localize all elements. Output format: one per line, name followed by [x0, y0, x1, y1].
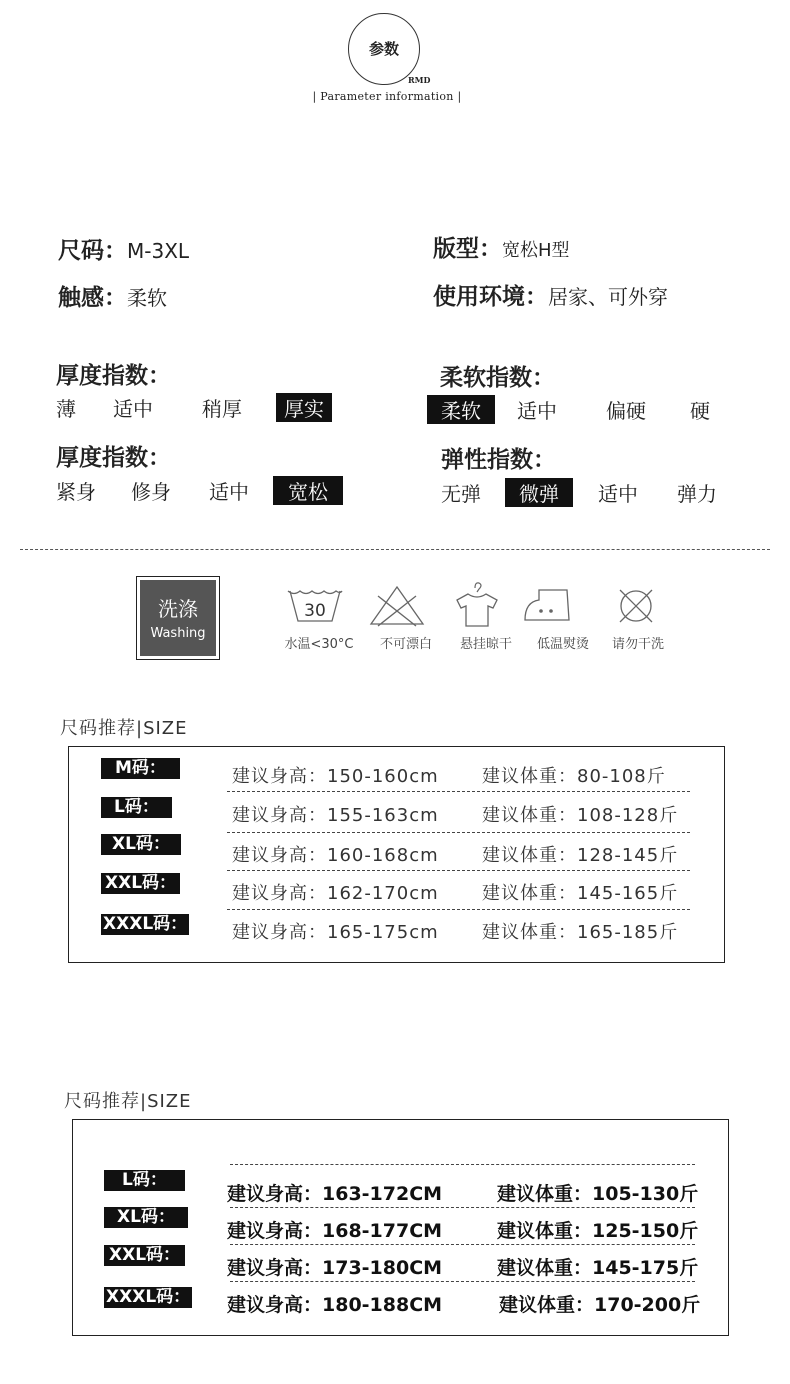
no-bleach-icon	[368, 584, 426, 628]
elasticity-opt-4: 弹力	[677, 482, 717, 506]
hang-dry-icon	[454, 580, 500, 630]
row-height: 建议身高：162-170cm	[232, 883, 439, 904]
row-height: 建议身高：150-160cm	[232, 766, 439, 787]
thickness-opt-1: 薄	[56, 397, 76, 421]
softness-opt-4: 硬	[690, 399, 710, 423]
size-tag: XXXL码：	[103, 914, 188, 934]
row-weight: 建议体重：128-145斤	[482, 845, 679, 866]
fit-title: 厚度指数：	[56, 445, 171, 471]
size-table-1-title: 尺码推荐|SIZE	[60, 718, 188, 739]
elasticity-title: 弹性指数：	[441, 447, 556, 473]
row-weight: 建议体重：145-175斤	[497, 1257, 699, 1279]
section-divider	[20, 549, 770, 550]
row-height: 建议身高：180-188CM	[227, 1294, 443, 1316]
softness-opt-3: 偏硬	[606, 399, 646, 423]
size-tag: XXL码：	[101, 873, 180, 894]
softness-opt-selected: 柔软	[427, 395, 495, 424]
low-iron-label: 低温熨烫	[536, 637, 589, 652]
elasticity-opt-selected: 微弹	[505, 478, 573, 507]
spec-fit-value: 宽松H型	[502, 240, 570, 261]
row-height: 建议身高：165-175cm	[232, 922, 439, 943]
header-rmd: RMD	[408, 75, 431, 85]
thickness-title: 厚度指数：	[56, 363, 171, 389]
washing-label-en: Washing	[150, 626, 206, 641]
size-tag: L码：	[104, 1170, 185, 1191]
wash-30-icon	[284, 585, 346, 627]
thickness-opt-selected: 厚实	[276, 393, 332, 422]
size-tag: XXXL码：	[106, 1287, 191, 1307]
wash-30-value: 30	[304, 601, 326, 621]
row-divider	[230, 1281, 695, 1282]
elasticity-opt-3: 适中	[598, 482, 638, 506]
row-height: 建议身高：173-180CM	[227, 1257, 443, 1279]
spec-env-label: 使用环境：	[433, 284, 548, 310]
row-weight: 建议体重：108-128斤	[482, 805, 679, 826]
spec-fit-label: 版型：	[433, 236, 502, 262]
thickness-opt-2: 适中	[113, 397, 153, 421]
row-divider	[227, 909, 690, 910]
spec-env	[433, 278, 668, 311]
row-divider	[230, 1164, 695, 1165]
row-weight: 建议体重：170-200斤	[499, 1294, 701, 1316]
size-tag: XL码：	[101, 834, 181, 855]
fit-opt-1: 紧身	[56, 480, 96, 504]
thickness-opt-3: 稍厚	[202, 397, 242, 421]
fit-opt-2: 修身	[131, 480, 171, 504]
row-weight: 建议体重：105-130斤	[497, 1183, 699, 1205]
row-weight: 建议体重：125-150斤	[497, 1220, 699, 1242]
spec-size-value: M-3XL	[127, 239, 190, 263]
spec-fit	[433, 230, 570, 263]
low-iron-icon	[521, 586, 577, 626]
spec-env-value: 居家、可外穿	[548, 285, 668, 309]
washing-label-cn: 洗涤	[158, 597, 198, 621]
row-divider	[230, 1244, 695, 1245]
row-weight: 建议体重：80-108斤	[482, 766, 666, 787]
fit-opt-selected: 宽松	[273, 476, 343, 505]
fit-opt-3: 适中	[209, 480, 249, 504]
row-divider	[227, 832, 690, 833]
spec-size	[58, 232, 189, 265]
no-bleach-label: 不可漂白	[379, 637, 432, 652]
row-weight: 建议体重：165-185斤	[482, 922, 679, 943]
size-tag: XL码：	[104, 1207, 188, 1228]
size-tag: XXL码：	[104, 1245, 185, 1266]
row-height: 建议身高：155-163cm	[232, 805, 439, 826]
header-subtitle: | Parameter information |	[312, 90, 462, 103]
wash-30-label: 水温<30°C	[284, 637, 354, 652]
header-title: 参数	[368, 40, 399, 58]
row-divider	[227, 870, 690, 871]
row-height: 建议身高：163-172CM	[227, 1183, 443, 1205]
row-height: 建议身高：168-177CM	[227, 1220, 443, 1242]
row-height: 建议身高：160-168cm	[232, 845, 439, 866]
softness-opt-2: 适中	[517, 399, 557, 423]
spec-feel	[58, 279, 167, 312]
row-divider	[227, 791, 690, 792]
softness-title: 柔软指数：	[440, 365, 555, 391]
size-tag: L码：	[101, 797, 172, 818]
size-table-2-title: 尺码推荐|SIZE	[64, 1091, 192, 1112]
spec-feel-label: 触感：	[58, 285, 127, 311]
spec-size-label: 尺码：	[58, 238, 127, 264]
elasticity-opt-1: 无弹	[441, 482, 481, 506]
size-tag: M码：	[101, 758, 180, 779]
hang-dry-label: 悬挂晾干	[459, 637, 512, 652]
row-weight: 建议体重：145-165斤	[482, 883, 679, 904]
no-dry-clean-icon	[614, 586, 658, 626]
spec-feel-value: 柔软	[127, 286, 167, 310]
row-divider	[230, 1207, 695, 1208]
no-dry-clean-label: 请勿干洗	[611, 637, 664, 652]
